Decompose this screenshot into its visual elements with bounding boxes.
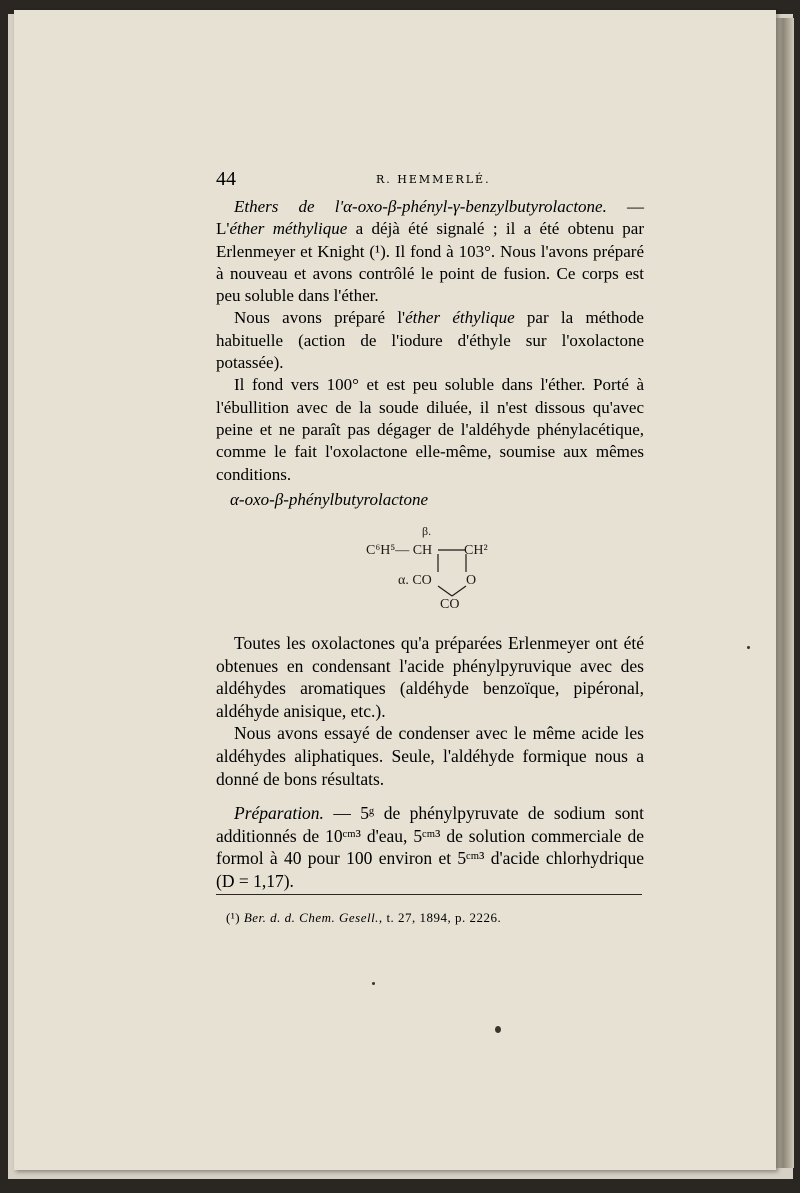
ink-speck	[495, 1026, 501, 1033]
formula-c6h5-ch: C⁶H⁵— CH	[366, 543, 433, 558]
page-edge	[776, 18, 794, 1168]
bond-co-co	[438, 586, 452, 596]
running-head: R. HEMMERLÉ.	[376, 173, 491, 186]
paragraph-aliphatiques: Nous avons essayé de condenser avec le même acide les aldéhydes aliphatiques. Seule, l'aldéhyde formique nous a donné de bons résultats.	[216, 723, 644, 789]
upper-text-block	[216, 196, 644, 486]
lower-text-block	[216, 632, 644, 893]
ink-speck	[747, 646, 750, 649]
bond-o-co	[452, 586, 466, 596]
formula-ch2: CH²	[464, 543, 488, 558]
page-number: 44	[216, 168, 236, 190]
formula-oxygen: O	[466, 573, 477, 588]
ink-speck	[372, 982, 375, 985]
term-ether-ethylique: éther éthylique	[405, 308, 515, 328]
formula-co: CO	[440, 597, 460, 612]
term-preparation: Préparation.	[234, 803, 324, 824]
section-title: Ethers de l'α-oxo-β-phényl-γ-benzylbutyrolactone.	[234, 197, 607, 216]
term-ether-methylique: éther méthylique	[229, 219, 348, 239]
paragraph-ethers: Ethers de l'α-oxo-β-phényl-γ-benzylbutyrolactone. — L'éther méthylique a déjà été signalé ; il a été obtenu par Erlenmeyer et Knight (¹). Il fond à 103°. Nous l'avons préparé à nouveau et avons contrôlé le point de fusion. Ce corps est peu soluble dans l'éther.	[216, 197, 645, 306]
paragraph-ether-ethylique: Nous avons préparé l'éther éthylique par la méthode habituelle (action de l'iodure d'éthyle sur l'oxolactone potassée).	[216, 308, 644, 373]
footnote-rule	[216, 894, 642, 895]
structural-formula	[360, 520, 510, 615]
paragraph-oxolactones: Toutes les oxolactones qu'a préparées Erlenmeyer ont été obtenues en condensant l'acide phénylpyruvique avec des aldéhydes aromatiques (aldéhyde benzoïque, pipéronal, aldéhyde anisique, etc.).	[216, 633, 644, 721]
paragraph-fusion: Il fond vers 100° et est peu soluble dans l'éther. Porté à l'ébullition avec de la soude diluée, il n'est dissous qu'avec peine et ne paraît pas dégager de l'aldéhyde phénylacétique, comme le fait l'oxolactone elle-même, soumise aux mêmes conditions.	[216, 375, 644, 484]
footnote: (¹) Ber. d. d. Chem. Gesell., t. 27, 1894, p. 2226.	[226, 910, 502, 925]
formula-alpha-co: α. CO	[398, 573, 432, 588]
formula-title: α-oxo-β-phénylbutyrolactone	[230, 490, 429, 509]
paragraph-preparation: Préparation. — 5ᵍ de phénylpyruvate de sodium sont additionnés de 10ᶜᵐ³ d'eau, 5ᶜᵐ³ de solution commerciale de formol à 40 pour 100 environ et 5ᶜᵐ³ d'acide chlorhydrique (D = 1,17).	[216, 803, 644, 891]
formula-beta-label: β.	[422, 524, 432, 538]
footnote-citation: Ber. d. d. Chem. Gesell.,	[243, 910, 383, 925]
